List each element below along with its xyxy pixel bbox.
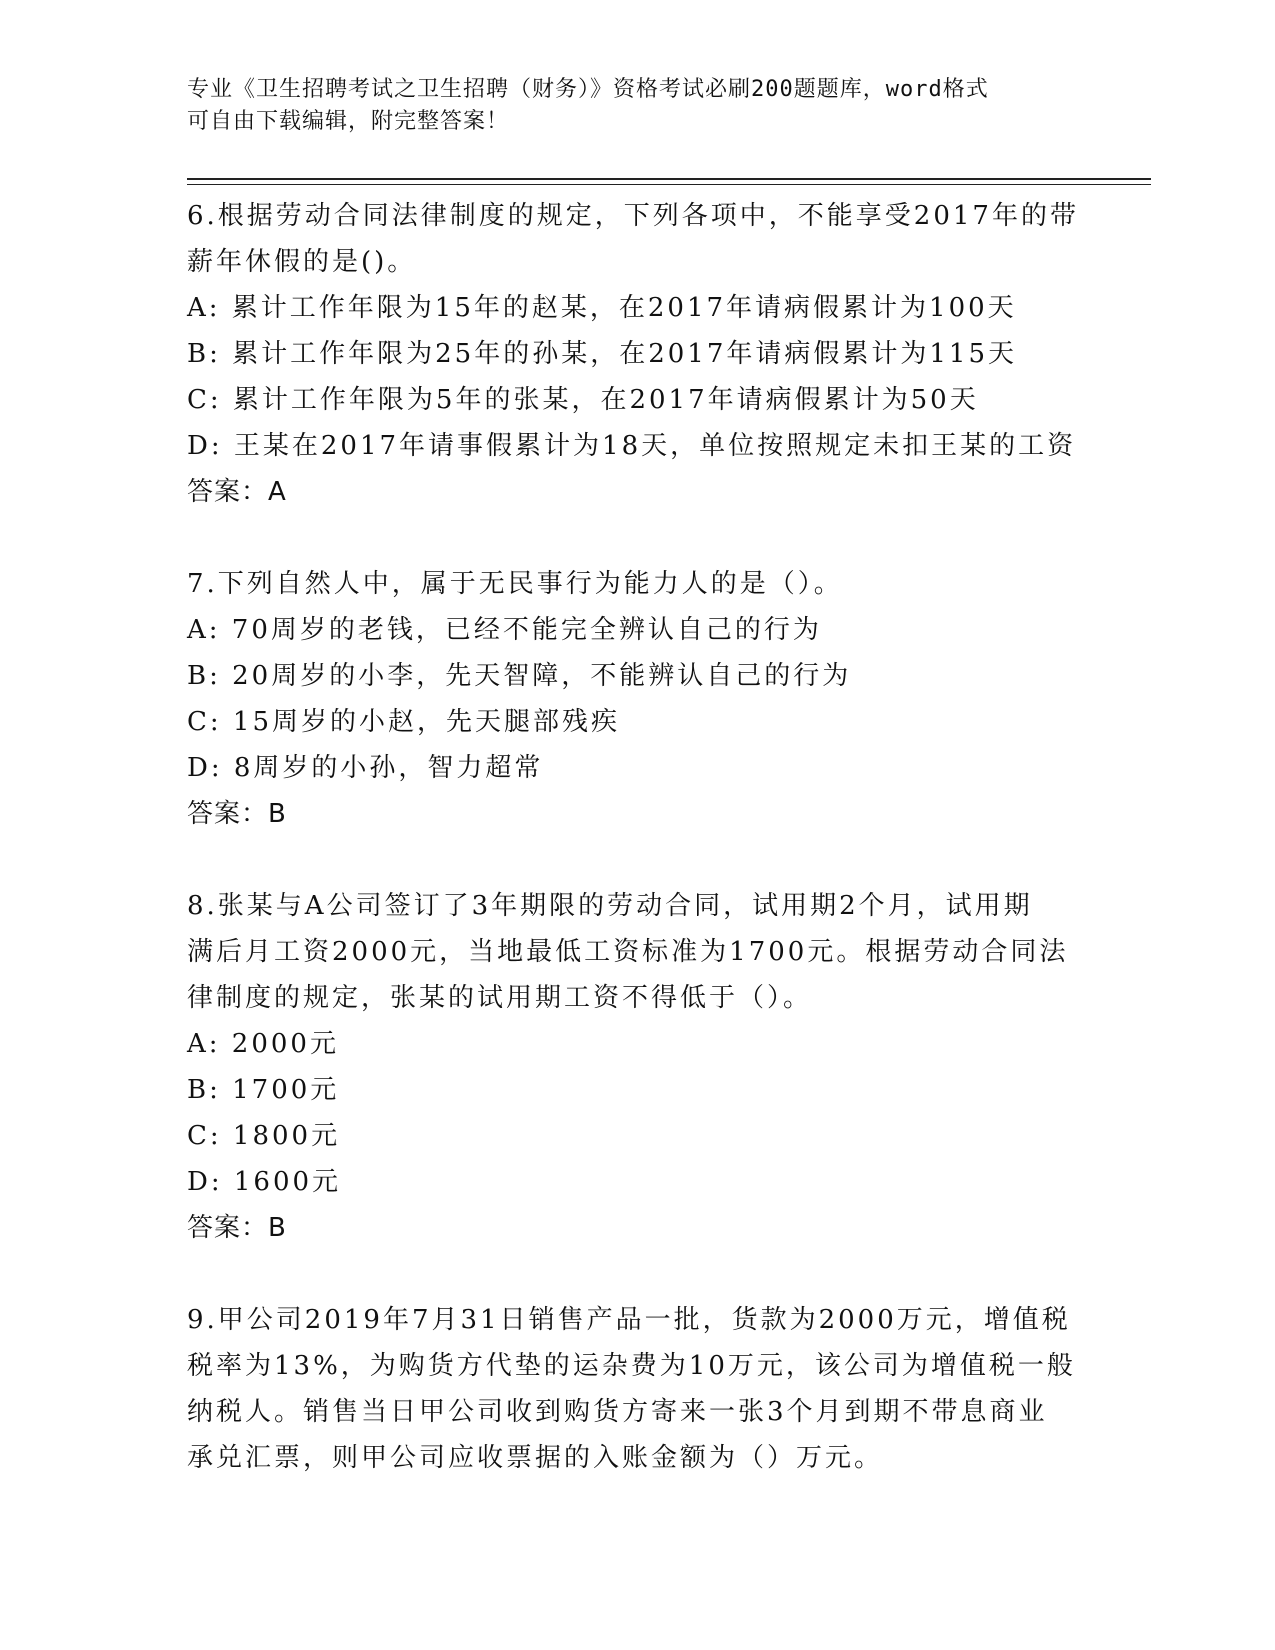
question-6 xyxy=(187,193,1087,515)
question-text-line: 承兑汇票，则甲公司应收票据的入账金额为（）万元。 xyxy=(187,1443,884,1473)
option-a: A: 累计工作年限为15年的赵某，在2017年请病假累计为100天 xyxy=(187,293,1017,323)
question-text-line: 薪年休假的是()。 xyxy=(187,247,417,277)
answer-label: 答案：B xyxy=(187,1213,287,1243)
option-b: B: 累计工作年限为25年的孙某，在2017年请病假累计为115天 xyxy=(187,339,1018,369)
option-c: C: 1800元 xyxy=(187,1121,341,1151)
question-text-line: 税率为13%，为购货方代垫的运杂费为10万元，该公司为增值税一般 xyxy=(187,1351,1076,1381)
question-9 xyxy=(187,1297,1087,1481)
option-c: C: 15周岁的小赵，先天腿部残疾 xyxy=(187,707,621,737)
question-text-line: 律制度的规定，张某的试用期工资不得低于（）。 xyxy=(187,983,813,1013)
option-a: A: 2000元 xyxy=(187,1029,339,1059)
option-d: D: 8周岁的小孙，智力超常 xyxy=(187,753,544,783)
header-line-2: 可自由下载编辑，附完整答案！ xyxy=(187,109,510,134)
option-a: A: 70周岁的老钱，已经不能完全辨认自己的行为 xyxy=(187,615,822,645)
answer-label: 答案：B xyxy=(187,799,287,829)
question-text-line: 9.甲公司2019年7月31日销售产品一批，货款为2000万元，增值税 xyxy=(187,1305,1071,1335)
header-line-1: 专业《卫生招聘考试之卫生招聘（财务）》资格考试必刷200题题库，word格式 xyxy=(187,77,989,102)
header-divider-thick xyxy=(187,178,1151,180)
question-text-line: 7.下列自然人中，属于无民事行为能力人的是（）。 xyxy=(187,569,843,599)
question-list xyxy=(187,193,1087,1527)
question-8 xyxy=(187,883,1087,1251)
option-d: D: 1600元 xyxy=(187,1167,342,1197)
option-d: D: 王某在2017年请事假累计为18天，单位按照规定未扣王某的工资 xyxy=(187,431,1077,461)
option-c: C: 累计工作年限为5年的张某，在2017年请病假累计为50天 xyxy=(187,385,979,415)
question-text-line: 满后月工资2000元，当地最低工资标准为1700元。根据劳动合同法 xyxy=(187,937,1069,967)
header-divider-thin xyxy=(187,184,1151,185)
question-text-line: 8.张某与A公司签订了3年期限的劳动合同，试用期2个月，试用期 xyxy=(187,891,1033,921)
option-b: B: 20周岁的小李，先天智障，不能辨认自己的行为 xyxy=(187,661,852,691)
question-text-line: 6.根据劳动合同法律制度的规定，下列各项中，不能享受2017年的带 xyxy=(187,201,1079,231)
option-b: B: 1700元 xyxy=(187,1075,340,1105)
question-7 xyxy=(187,561,1087,837)
question-text-line: 纳税人。销售当日甲公司收到购货方寄来一张3个月到期不带息商业 xyxy=(187,1397,1048,1427)
document-header xyxy=(187,74,1067,138)
answer-label: 答案：A xyxy=(187,477,287,507)
